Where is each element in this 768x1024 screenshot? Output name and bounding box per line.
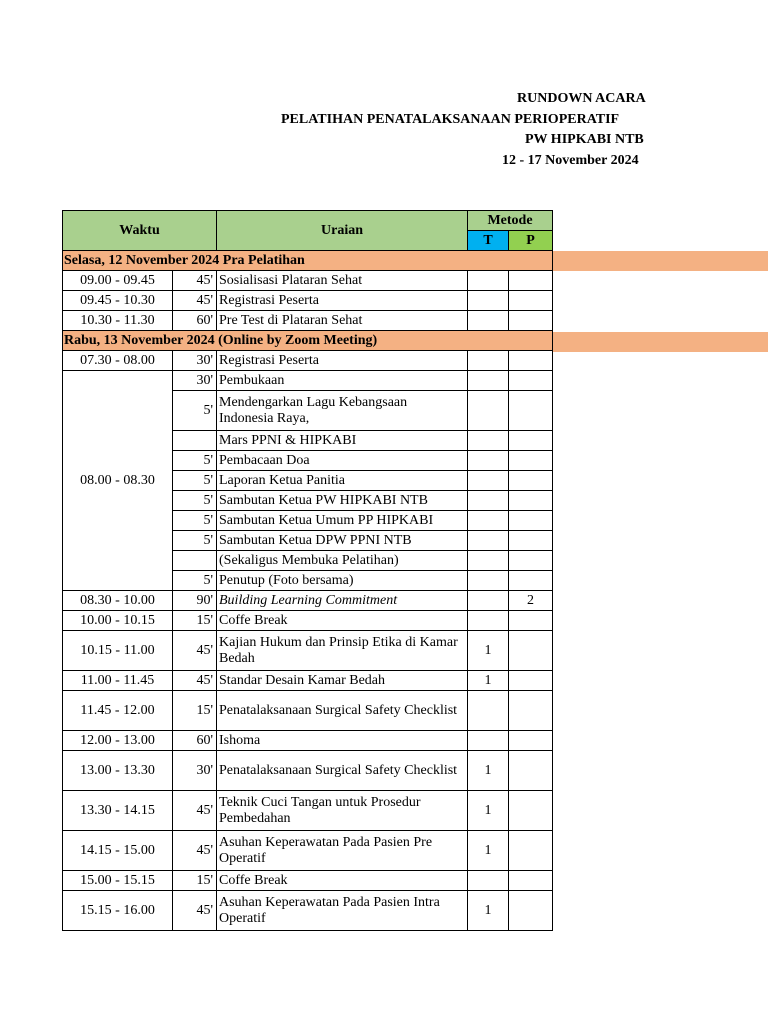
p-cell xyxy=(509,291,553,311)
time-cell: 15.00 - 15.15 xyxy=(63,871,173,891)
t-cell: 1 xyxy=(468,671,509,691)
description-cell: Sosialisasi Plataran Sehat xyxy=(217,271,468,291)
t-cell: 1 xyxy=(468,631,509,671)
description-cell: (Sekaligus Membuka Pelatihan) xyxy=(217,551,468,571)
description-cell: Coffe Break xyxy=(217,611,468,631)
t-cell xyxy=(468,551,509,571)
p-cell xyxy=(509,271,553,291)
description-cell: Sambutan Ketua DPW PPNI NTB xyxy=(217,531,468,551)
description-cell: Sambutan Ketua PW HIPKABI NTB xyxy=(217,491,468,511)
p-cell xyxy=(509,871,553,891)
t-cell xyxy=(468,451,509,471)
duration-cell: 5' xyxy=(173,451,217,471)
t-cell xyxy=(468,351,509,371)
description-cell: Pembukaan xyxy=(217,371,468,391)
time-cell: 14.15 - 15.00 xyxy=(63,831,173,871)
schedule-table xyxy=(62,210,553,931)
day-header-1: Selasa, 12 November 2024 Pra Pelatihan xyxy=(63,251,553,271)
day2-band-extension xyxy=(553,332,768,352)
description-cell: Registrasi Peserta xyxy=(217,291,468,311)
time-cell-merged: 08.00 - 08.30 xyxy=(63,371,173,591)
duration-cell: 5' xyxy=(173,391,217,431)
description-cell: Standar Desain Kamar Bedah xyxy=(217,671,468,691)
p-cell xyxy=(509,471,553,491)
time-cell: 10.30 - 11.30 xyxy=(63,311,173,331)
duration-cell: 45' xyxy=(173,791,217,831)
p-cell xyxy=(509,831,553,871)
time-cell: 09.45 - 10.30 xyxy=(63,291,173,311)
p-cell xyxy=(509,531,553,551)
header-p: P xyxy=(509,231,553,251)
p-cell xyxy=(509,691,553,731)
time-cell: 07.30 - 08.00 xyxy=(63,351,173,371)
t-cell xyxy=(468,531,509,551)
duration-cell: 90' xyxy=(173,591,217,611)
p-cell xyxy=(509,351,553,371)
title-line-1: RUNDOWN ACARA xyxy=(517,91,646,106)
p-cell xyxy=(509,631,553,671)
t-cell xyxy=(468,611,509,631)
t-cell xyxy=(468,471,509,491)
description-cell: Pre Test di Plataran Sehat xyxy=(217,311,468,331)
p-cell xyxy=(509,571,553,591)
p-cell xyxy=(509,451,553,471)
p-cell xyxy=(509,671,553,691)
duration-cell: 15' xyxy=(173,611,217,631)
description-cell: Laporan Ketua Panitia xyxy=(217,471,468,491)
p-cell xyxy=(509,551,553,571)
duration-cell: 30' xyxy=(173,351,217,371)
duration-cell: 15' xyxy=(173,691,217,731)
t-cell xyxy=(468,591,509,611)
t-cell xyxy=(468,731,509,751)
duration-cell: 30' xyxy=(173,371,217,391)
time-cell: 15.15 - 16.00 xyxy=(63,891,173,931)
time-cell: 10.15 - 11.00 xyxy=(63,631,173,671)
day-header-2: Rabu, 13 November 2024 (Online by Zoom Meeting) xyxy=(63,331,553,351)
description-cell: Registrasi Peserta xyxy=(217,351,468,371)
duration-cell: 45' xyxy=(173,291,217,311)
duration-cell xyxy=(173,431,217,451)
p-cell xyxy=(509,311,553,331)
header-waktu: Waktu xyxy=(63,211,217,251)
t-cell: 1 xyxy=(468,891,509,931)
description-cell: Asuhan Keperawatan Pada Pasien Pre Operatif xyxy=(217,831,468,871)
title-line-2: PELATIHAN PENATALAKSANAAN PERIOPERATIF xyxy=(281,112,620,127)
duration-cell: 15' xyxy=(173,871,217,891)
t-cell xyxy=(468,491,509,511)
p-cell xyxy=(509,891,553,931)
t-cell xyxy=(468,391,509,431)
time-cell: 11.00 - 11.45 xyxy=(63,671,173,691)
duration-cell: 5' xyxy=(173,571,217,591)
duration-cell: 45' xyxy=(173,671,217,691)
p-cell xyxy=(509,791,553,831)
duration-cell: 45' xyxy=(173,271,217,291)
header-uraian: Uraian xyxy=(217,211,468,251)
header-metode: Metode xyxy=(468,211,553,231)
t-cell xyxy=(468,691,509,731)
header-t: T xyxy=(468,231,509,251)
t-cell xyxy=(468,871,509,891)
p-cell xyxy=(509,731,553,751)
duration-cell: 45' xyxy=(173,631,217,671)
p-cell: 2 xyxy=(509,591,553,611)
description-cell: Asuhan Keperawatan Pada Pasien Intra Operatif xyxy=(217,891,468,931)
duration-cell xyxy=(173,551,217,571)
description-cell: Penatalaksanaan Surgical Safety Checklist xyxy=(217,751,468,791)
t-cell xyxy=(468,511,509,531)
p-cell xyxy=(509,751,553,791)
duration-cell: 60' xyxy=(173,731,217,751)
t-cell: 1 xyxy=(468,831,509,871)
p-cell xyxy=(509,611,553,631)
duration-cell: 5' xyxy=(173,531,217,551)
description-cell: Ishoma xyxy=(217,731,468,751)
t-cell xyxy=(468,571,509,591)
description-cell: Pembacaan Doa xyxy=(217,451,468,471)
description-cell: Penutup (Foto bersama) xyxy=(217,571,468,591)
p-cell xyxy=(509,371,553,391)
description-cell: Penatalaksanaan Surgical Safety Checklist xyxy=(217,691,468,731)
time-cell: 12.00 - 13.00 xyxy=(63,731,173,751)
description-cell: Mendengarkan Lagu Kebangsaan Indonesia Raya, xyxy=(217,391,468,431)
duration-cell: 30' xyxy=(173,751,217,791)
duration-cell: 45' xyxy=(173,891,217,931)
day1-band-extension xyxy=(553,251,768,271)
time-cell: 09.00 - 09.45 xyxy=(63,271,173,291)
duration-cell: 5' xyxy=(173,471,217,491)
p-cell xyxy=(509,431,553,451)
duration-cell: 5' xyxy=(173,511,217,531)
duration-cell: 45' xyxy=(173,831,217,871)
time-cell: 13.00 - 13.30 xyxy=(63,751,173,791)
description-cell: Sambutan Ketua Umum PP HIPKABI xyxy=(217,511,468,531)
t-cell: 1 xyxy=(468,791,509,831)
time-cell: 10.00 - 10.15 xyxy=(63,611,173,631)
time-cell: 11.45 - 12.00 xyxy=(63,691,173,731)
t-cell xyxy=(468,431,509,451)
title-line-3: PW HIPKABI NTB xyxy=(525,132,644,147)
title-line-4: 12 - 17 November 2024 xyxy=(502,153,639,168)
p-cell xyxy=(509,491,553,511)
p-cell xyxy=(509,511,553,531)
t-cell xyxy=(468,271,509,291)
description-cell: Kajian Hukum dan Prinsip Etika di Kamar Bedah xyxy=(217,631,468,671)
time-cell: 13.30 - 14.15 xyxy=(63,791,173,831)
description-cell: Mars PPNI & HIPKABI xyxy=(217,431,468,451)
t-cell xyxy=(468,371,509,391)
duration-cell: 60' xyxy=(173,311,217,331)
t-cell xyxy=(468,291,509,311)
description-cell: Teknik Cuci Tangan untuk Prosedur Pembedahan xyxy=(217,791,468,831)
duration-cell: 5' xyxy=(173,491,217,511)
time-cell: 08.30 - 10.00 xyxy=(63,591,173,611)
description-cell: Building Learning Commitment xyxy=(217,591,468,611)
description-cell: Coffe Break xyxy=(217,871,468,891)
p-cell xyxy=(509,391,553,431)
t-cell xyxy=(468,311,509,331)
t-cell: 1 xyxy=(468,751,509,791)
